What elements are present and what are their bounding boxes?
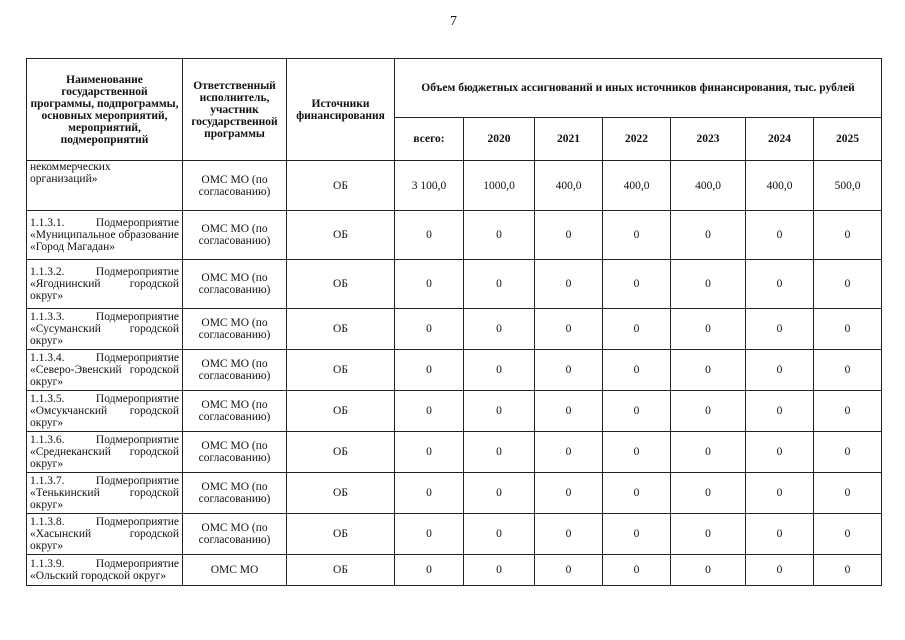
- row-value-2024: 0: [746, 350, 814, 391]
- row-source: ОБ: [287, 391, 395, 432]
- table-row: [27, 473, 882, 514]
- header-responsible: Ответственный исполнитель, участник государственной программы: [183, 59, 287, 161]
- row-responsible: ОМС МО (по согласованию): [183, 309, 287, 350]
- row-value-2024: 0: [746, 309, 814, 350]
- row-value-2021: 0: [535, 555, 603, 586]
- row-value-2021: 0: [535, 514, 603, 555]
- header-source: Источники финансирования: [287, 59, 395, 161]
- table-row: [27, 555, 882, 586]
- row-value-2023: 0: [671, 432, 746, 473]
- row-value-2020: 0: [464, 432, 535, 473]
- row-value-2023: 0: [671, 211, 746, 260]
- row-name: 1.1.3.8. Подмероприятие «Хасынский городской округ»: [27, 514, 183, 555]
- row-value-2021: 0: [535, 260, 603, 309]
- row-total: 0: [395, 473, 464, 514]
- row-responsible: ОМС МО (по согласованию): [183, 514, 287, 555]
- row-value-2024: 400,0: [746, 161, 814, 211]
- row-total: 0: [395, 260, 464, 309]
- row-value-2023: 0: [671, 260, 746, 309]
- header-year-2022: 2022: [603, 118, 671, 161]
- row-value-2023: 400,0: [671, 161, 746, 211]
- table-row: [27, 514, 882, 555]
- row-value-2023: 0: [671, 391, 746, 432]
- row-value-2021: 0: [535, 473, 603, 514]
- row-value-2022: 400,0: [603, 161, 671, 211]
- row-value-2024: 0: [746, 260, 814, 309]
- row-value-2025: 0: [814, 514, 882, 555]
- row-total: 0: [395, 350, 464, 391]
- header-volume: Объем бюджетных ассигнований и иных источников финансирования, тыс. рублей: [395, 59, 882, 118]
- row-name: 1.1.3.2. Подмероприятие «Ягоднинский городской округ»: [27, 260, 183, 309]
- row-value-2022: 0: [603, 514, 671, 555]
- row-source: ОБ: [287, 309, 395, 350]
- row-responsible: ОМС МО (по согласованию): [183, 391, 287, 432]
- row-source: ОБ: [287, 555, 395, 586]
- row-source: ОБ: [287, 473, 395, 514]
- row-value-2025: 0: [814, 309, 882, 350]
- row-value-2021: 0: [535, 350, 603, 391]
- row-source: ОБ: [287, 161, 395, 211]
- row-value-2023: 0: [671, 514, 746, 555]
- row-value-2020: 0: [464, 260, 535, 309]
- row-value-2025: 0: [814, 211, 882, 260]
- row-total: 0: [395, 211, 464, 260]
- row-value-2023: 0: [671, 350, 746, 391]
- table-row: [27, 161, 882, 211]
- row-total: 0: [395, 391, 464, 432]
- row-name: 1.1.3.4. Подмероприятие «Северо-Эвенский городской округ»: [27, 350, 183, 391]
- row-responsible: ОМС МО (по согласованию): [183, 473, 287, 514]
- row-value-2020: 0: [464, 555, 535, 586]
- row-name: 1.1.3.1. Подмероприятие «Муниципальное образование «Город Магадан»: [27, 211, 183, 260]
- row-name: 1.1.3.9. Подмероприятие «Ольский городской округ»: [27, 555, 183, 586]
- header-total: всего:: [395, 118, 464, 161]
- row-value-2024: 0: [746, 514, 814, 555]
- table-row: [27, 391, 882, 432]
- header-year-2025: 2025: [814, 118, 882, 161]
- row-source: ОБ: [287, 432, 395, 473]
- row-value-2020: 0: [464, 391, 535, 432]
- row-source: ОБ: [287, 260, 395, 309]
- table-row: [27, 309, 882, 350]
- row-responsible: ОМС МО: [183, 555, 287, 586]
- row-value-2023: 0: [671, 555, 746, 586]
- row-value-2021: 0: [535, 432, 603, 473]
- row-value-2023: 0: [671, 473, 746, 514]
- row-value-2024: 0: [746, 555, 814, 586]
- row-source: ОБ: [287, 211, 395, 260]
- table-row: [27, 211, 882, 260]
- header-year-2024: 2024: [746, 118, 814, 161]
- row-value-2022: 0: [603, 555, 671, 586]
- row-value-2022: 0: [603, 211, 671, 260]
- row-responsible: ОМС МО (по согласованию): [183, 260, 287, 309]
- page-number: 7: [450, 14, 457, 29]
- row-value-2020: 0: [464, 309, 535, 350]
- table-row: [27, 432, 882, 473]
- row-value-2024: 0: [746, 391, 814, 432]
- row-value-2020: 0: [464, 473, 535, 514]
- row-responsible: ОМС МО (по согласованию): [183, 211, 287, 260]
- row-value-2025: 0: [814, 473, 882, 514]
- row-value-2024: 0: [746, 432, 814, 473]
- row-name: 1.1.3.5. Подмероприятие «Омсукчанский городской округ»: [27, 391, 183, 432]
- row-value-2022: 0: [603, 473, 671, 514]
- row-responsible: ОМС МО (по согласованию): [183, 350, 287, 391]
- row-value-2020: 0: [464, 514, 535, 555]
- row-value-2025: 0: [814, 391, 882, 432]
- row-responsible: ОМС МО (по согласованию): [183, 432, 287, 473]
- row-source: ОБ: [287, 350, 395, 391]
- row-value-2021: 0: [535, 211, 603, 260]
- row-responsible: ОМС МО (по согласованию): [183, 161, 287, 211]
- row-source: ОБ: [287, 514, 395, 555]
- row-value-2022: 0: [603, 309, 671, 350]
- row-value-2024: 0: [746, 473, 814, 514]
- header-name: Наименование государственной программы, подпрограммы, основных мероприятий, мероприятий, подмероприятий: [27, 59, 183, 161]
- header-year-2021: 2021: [535, 118, 603, 161]
- row-value-2025: 0: [814, 555, 882, 586]
- header-year-2023: 2023: [671, 118, 746, 161]
- row-name: 1.1.3.3. Подмероприятие «Сусуманский городской округ»: [27, 309, 183, 350]
- row-value-2022: 0: [603, 432, 671, 473]
- row-name: 1.1.3.7. Подмероприятие «Тенькинский городской округ»: [27, 473, 183, 514]
- table-body: [27, 161, 882, 586]
- row-value-2024: 0: [746, 211, 814, 260]
- row-value-2020: 1000,0: [464, 161, 535, 211]
- row-total: 0: [395, 514, 464, 555]
- row-value-2025: 0: [814, 260, 882, 309]
- row-name: 1.1.3.6. Подмероприятие «Среднеканский городской округ»: [27, 432, 183, 473]
- table-row: [27, 260, 882, 309]
- row-value-2021: 0: [535, 391, 603, 432]
- header-year-2020: 2020: [464, 118, 535, 161]
- table-row: [27, 350, 882, 391]
- row-value-2022: 0: [603, 350, 671, 391]
- row-value-2020: 0: [464, 211, 535, 260]
- row-total: 0: [395, 555, 464, 586]
- row-total: 0: [395, 432, 464, 473]
- row-total: 0: [395, 309, 464, 350]
- row-value-2025: 0: [814, 432, 882, 473]
- row-value-2022: 0: [603, 391, 671, 432]
- row-total: 3 100,0: [395, 161, 464, 211]
- row-value-2021: 0: [535, 309, 603, 350]
- row-value-2020: 0: [464, 350, 535, 391]
- row-name: некоммерческих организаций»: [27, 161, 183, 211]
- row-value-2023: 0: [671, 309, 746, 350]
- row-value-2025: 500,0: [814, 161, 882, 211]
- row-value-2021: 400,0: [535, 161, 603, 211]
- row-value-2022: 0: [603, 260, 671, 309]
- row-value-2025: 0: [814, 350, 882, 391]
- budget-table: [26, 58, 882, 586]
- table-header: [27, 59, 882, 161]
